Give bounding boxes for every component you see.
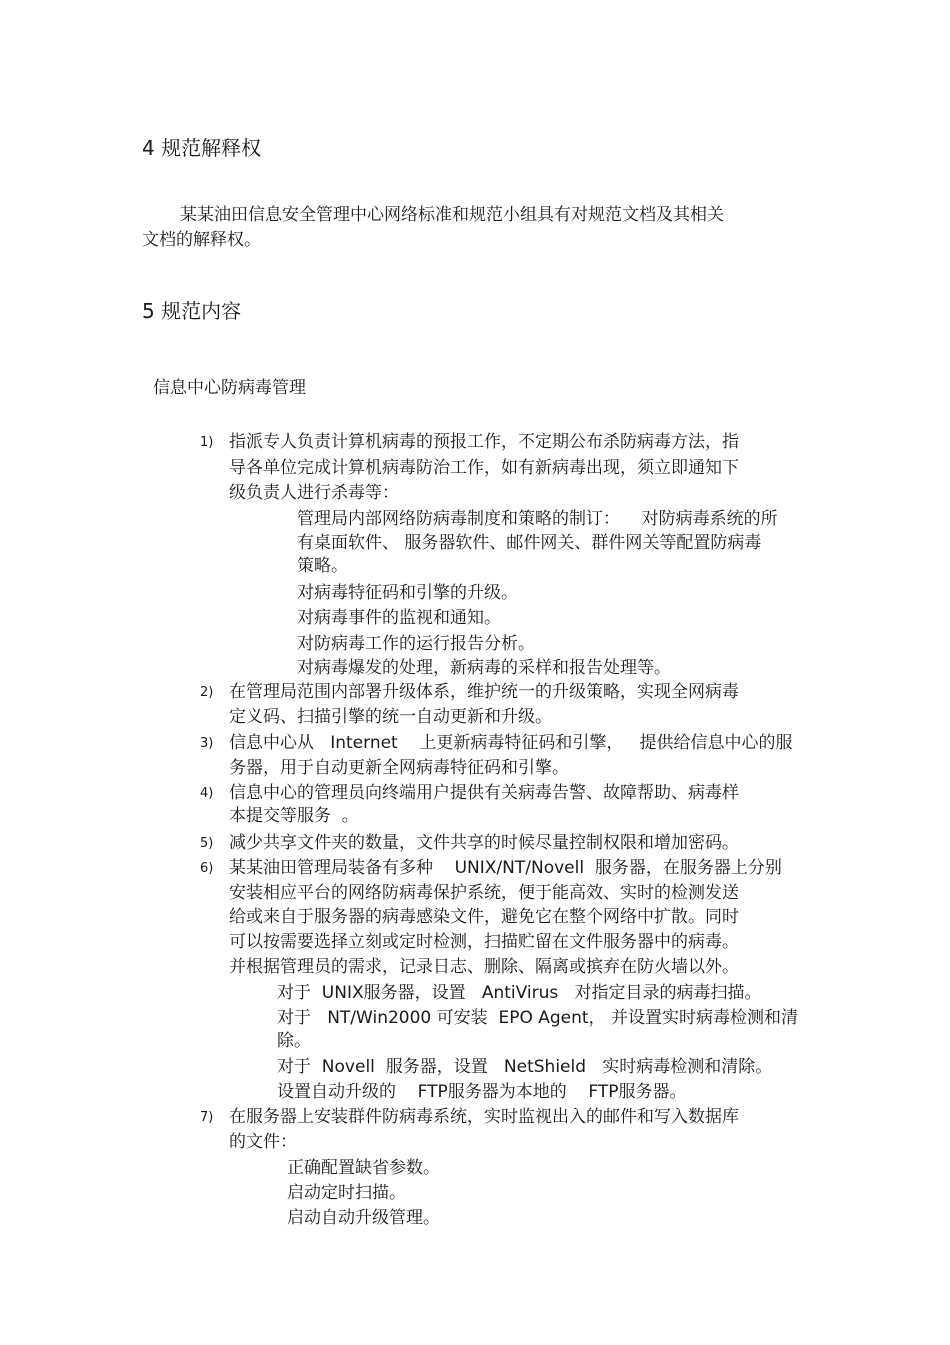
item-6-line: 某某油田管理局装备有多种 UNIX/NT/Novell 服务器，在服务器上分别 bbox=[229, 858, 782, 878]
item-6-line: 可以按需要选择立刻或定时检测，扫描贮留在文件服务器中的病毒。 bbox=[229, 932, 739, 952]
section-5-heading: 5 规范内容 bbox=[142, 299, 242, 323]
item-1-line: 导各单位完成计算机病毒防治工作，如有新病毒出现，须立即通知下 bbox=[229, 458, 739, 478]
item-5-line: 减少共享文件夹的数量，文件共享的时候尽量控制权限和增加密码。 bbox=[229, 833, 739, 853]
item-number: 7) bbox=[200, 1110, 214, 1125]
item-6-line: 给或来自于服务器的病毒感染文件，避免它在整个网络中扩散。同时 bbox=[229, 907, 739, 927]
item-3-line: 务器，用于自动更新全网病毒特征码和引擎。 bbox=[229, 758, 569, 778]
item-7-subline: 启动自动升级管理。 bbox=[287, 1208, 440, 1228]
item-4-line: 本提交等服务 。 bbox=[229, 806, 359, 826]
section-4-paragraph-line-2: 文档的解释权。 bbox=[142, 230, 261, 250]
item-1-subline: 有桌面软件、 服务器软件、邮件网关、群件网关等配置防病毒 bbox=[297, 533, 762, 553]
item-1-subline: 对病毒事件的监视和通知。 bbox=[297, 608, 501, 628]
item-number: 1) bbox=[200, 435, 214, 450]
item-7-line: 的文件： bbox=[229, 1132, 297, 1152]
item-1-line: 指派专人负责计算机病毒的预报工作，不定期公布杀防病毒方法，指 bbox=[229, 432, 739, 452]
item-number: 6) bbox=[200, 861, 214, 876]
subheading: 信息中心防病毒管理 bbox=[153, 378, 306, 398]
item-6-line: 并根据管理员的需求，记录日志、删除、隔离或摈弃在防火墙以外。 bbox=[229, 957, 739, 977]
item-6-subline: 对于 NT/Win2000 可安装 EPO Agent， 并设置实时病毒检测和清 bbox=[277, 1008, 798, 1028]
item-2-line: 定义码、扫描引擎的统一自动更新和升级。 bbox=[229, 707, 552, 727]
item-3-line: 信息中心从 Internet 上更新病毒特征码和引擎， 提供给信息中心的服 bbox=[229, 733, 793, 753]
item-6-subline: 设置自动升级的 FTP服务器为本地的 FTP服务器。 bbox=[277, 1082, 687, 1102]
item-number: 5) bbox=[200, 836, 214, 851]
item-1-subline: 对病毒爆发的处理，新病毒的采样和报告处理等。 bbox=[297, 658, 671, 678]
section-4-heading: 4 规范解释权 bbox=[142, 136, 262, 160]
item-1-subline: 管理局内部网络防病毒制度和策略的制订： 对防病毒系统的所 bbox=[297, 509, 778, 529]
item-1-subline: 对病毒特征码和引擎的升级。 bbox=[297, 583, 518, 603]
item-number: 4) bbox=[200, 786, 214, 801]
item-6-subline: 对于 Novell 服务器，设置 NetShield 实时病毒检测和清除。 bbox=[277, 1057, 773, 1077]
item-number: 3) bbox=[200, 736, 214, 751]
item-4-line: 信息中心的管理员向终端用户提供有关病毒告警、故障帮助、病毒样 bbox=[229, 783, 739, 803]
item-6-line: 安装相应平台的网络防病毒保护系统，便于能高效、实时的检测发送 bbox=[229, 883, 739, 903]
item-2-line: 在管理局范围内部署升级体系，维护统一的升级策略，实现全网病毒 bbox=[229, 682, 739, 702]
item-6-subline: 除。 bbox=[277, 1031, 311, 1051]
item-7-line: 在服务器上安装群件防病毒系统，实时监视出入的邮件和写入数据库 bbox=[229, 1107, 739, 1127]
item-1-subline: 对防病毒工作的运行报告分析。 bbox=[297, 634, 535, 654]
section-4-paragraph-line-1: 某某油田信息安全管理中心网络标准和规范小组具有对规范文档及其相关 bbox=[180, 205, 724, 225]
item-6-subline: 对于 UNIX服务器，设置 AntiVirus 对指定目录的病毒扫描。 bbox=[277, 983, 762, 1003]
item-7-subline: 正确配置缺省参数。 bbox=[287, 1158, 440, 1178]
item-7-subline: 启动定时扫描。 bbox=[287, 1183, 406, 1203]
item-1-line: 级负责人进行杀毒等： bbox=[229, 483, 399, 503]
item-1-subline: 策略。 bbox=[297, 556, 348, 576]
item-number: 2) bbox=[200, 685, 214, 700]
